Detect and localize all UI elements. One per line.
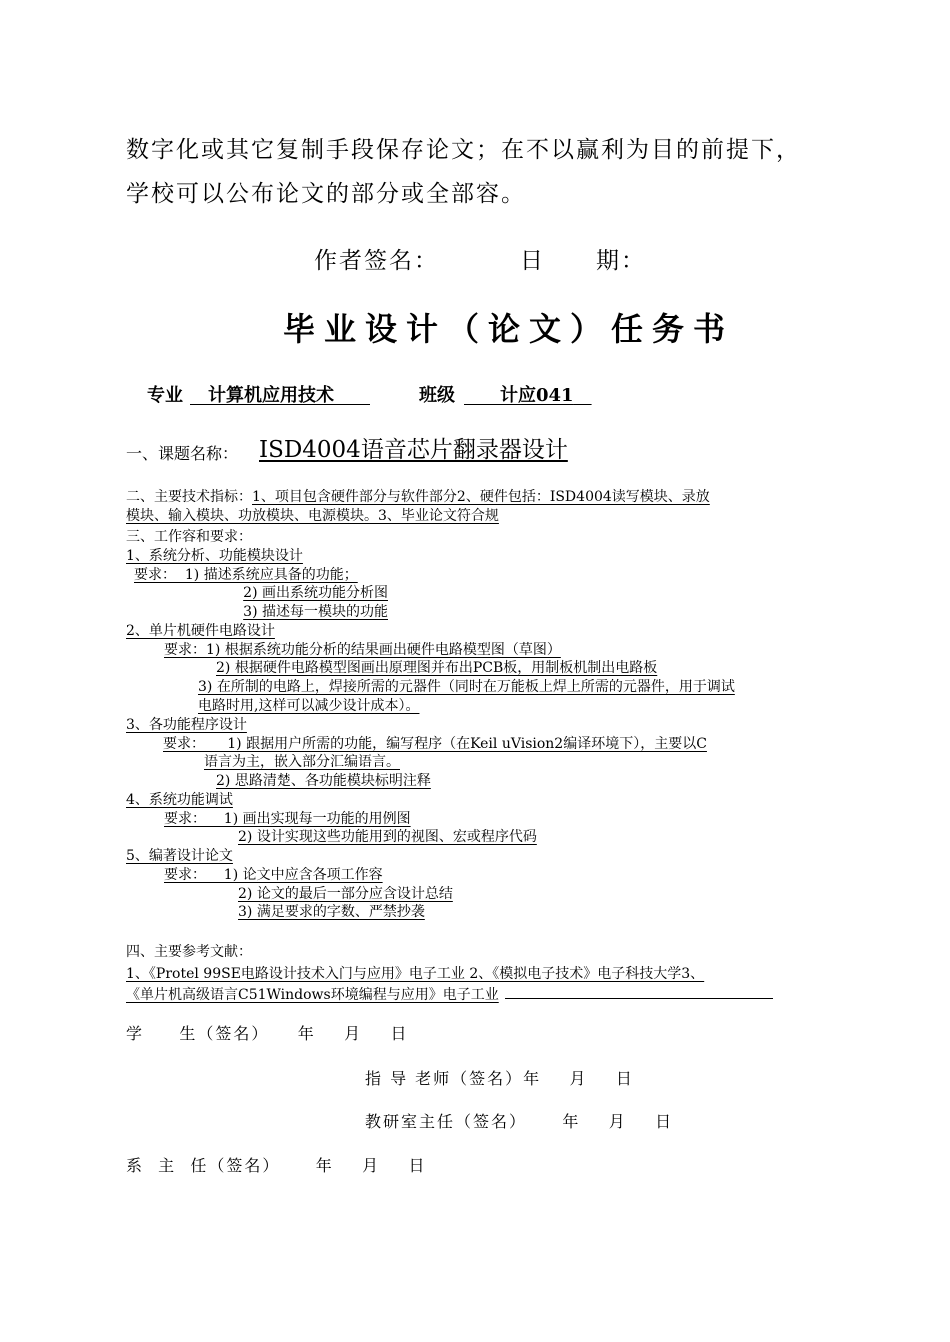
refs-line-2-text: 《单片机高级语言C51Windows环境编程与应用》电子工业 — [126, 987, 499, 1003]
refs-blank — [505, 984, 773, 999]
work-section-2-title: 2、单片机硬件电路设计 — [126, 623, 275, 639]
refs-line-1: 1、《Protel 99SE电路设计技术入门与应用》电子工业 2、《模拟电子技术》电子科技大学3、 — [126, 966, 705, 982]
intro-line-1: 数字化或其它复制手段保存论文；在不以赢利为目的前提下， — [126, 137, 801, 163]
major-label: 专业 — [147, 385, 183, 406]
indicators-line-1 — [126, 488, 710, 506]
major-value-text: 计算机应用技术 — [208, 385, 334, 406]
class-value-text: 计应041 — [500, 385, 574, 406]
date-qi-label: 期： — [596, 248, 646, 274]
indicators-value-1: 1、项目包含硬件部分与软件部分2、硬件包括：ISD4004读写模块、录放 — [252, 489, 710, 505]
indicators-line-2: 模块、输入模块、功放模块、电源模块。3、毕业论文符合规 — [126, 508, 499, 524]
work-line: 要求： 1) 论文中应含各项工作容 — [164, 867, 383, 883]
work-line: 要求： 1) 画出实现每一功能的用例图 — [164, 811, 411, 827]
class-value — [464, 381, 598, 407]
work-line: 电路时用,这样可以减少设计成本）。 — [198, 698, 420, 714]
work-section-1-title: 1、系统分析、功能模块设计 — [126, 548, 303, 564]
work-line: 2) 画出系统功能分析图 — [243, 585, 388, 601]
work-line: 语言为主，嵌入部分汇编语言。 — [204, 754, 400, 770]
topic-value: ISD4004语音芯片翻录器设计 — [259, 437, 568, 463]
work-section-5-title: 5、编著设计论文 — [126, 848, 233, 864]
student-signature: 学 生（签名） 年 月 日 — [126, 1024, 409, 1043]
author-sign-label: 作者签名： — [314, 248, 439, 274]
work-heading: 三、工作容和要求： — [126, 529, 252, 545]
work-section-3-title: 3、各功能程序设计 — [126, 717, 247, 733]
work-line: 3) 描述每一模块的功能 — [243, 604, 388, 620]
refs-line-2 — [126, 984, 773, 1004]
major-value — [190, 381, 397, 407]
work-line: 3) 满足要求的字数、严禁抄袭 — [238, 904, 425, 920]
work-line: 要求： 1) 描述系统应具备的功能； — [134, 567, 358, 583]
work-line: 要求：1) 根据系统功能分析的结果画出硬件电路模型图（草图） — [164, 642, 561, 658]
date-ri-label: 日 — [520, 248, 545, 274]
work-line: 3) 在所制的电路上，焊接所需的元器件（同时在万能板上焊上所需的元器件，用于调试 — [198, 679, 735, 695]
indicators-label: 二、主要技术指标： — [126, 489, 252, 505]
intro-line-2: 学校可以公布论文的部分或全部容。 — [126, 181, 526, 207]
document-title: 毕业设计（论文）任务书 — [283, 310, 735, 348]
work-line: 要求： 1) 跟据用户所需的功能，编写程序（在Keil uVision2编译环境下），主要以C — [163, 736, 707, 752]
refs-heading: 四、主要参考文献： — [126, 944, 252, 960]
dept-signature: 系 主 任（签名） 年 月 日 — [126, 1156, 427, 1175]
advisor-signature: 指 导 老师（签名）年 月 日 — [365, 1069, 634, 1088]
work-line: 2) 设计实现这些功能用到的视图、宏或程序代码 — [238, 829, 537, 845]
office-signature: 教研室主任（签名） 年 月 日 — [365, 1112, 674, 1131]
work-line: 2) 思路清楚、各功能模块标明注释 — [216, 773, 431, 789]
topic-label: 一、课题名称： — [126, 444, 239, 463]
class-label: 班级 — [419, 385, 455, 406]
work-line: 2) 根据硬件电路模型图画出原理图并布出PCB板，用制板机制出电路板 — [216, 660, 658, 676]
work-line: 2) 论文的最后一部分应含设计总结 — [238, 886, 453, 902]
work-section-4-title: 4、系统功能调试 — [126, 792, 233, 808]
